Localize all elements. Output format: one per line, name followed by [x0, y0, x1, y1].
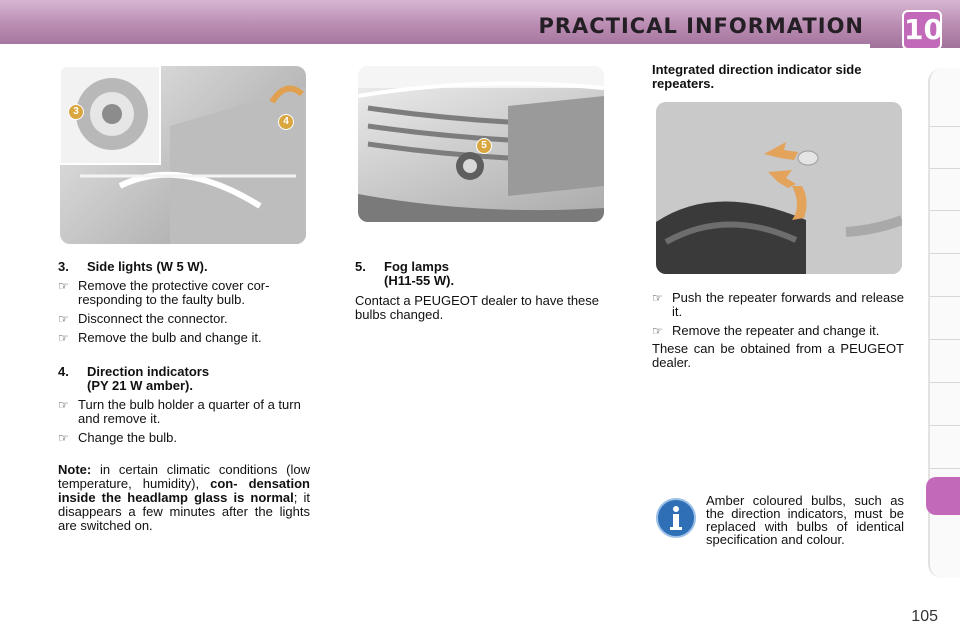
chapter-tab[interactable] — [930, 468, 960, 469]
list-item — [58, 331, 310, 345]
fog-lamp-photo — [358, 66, 604, 222]
section-title-line: Fog lamps — [384, 259, 450, 274]
list-item-text: Change the bulb. — [78, 430, 178, 445]
chapter-badge: 10 — [902, 10, 942, 50]
chapter-tab[interactable] — [930, 253, 960, 254]
header-underline — [0, 44, 870, 48]
side-repeater-photo — [656, 102, 902, 274]
list-item — [58, 431, 310, 445]
list-item-text: Remove the repeater and change it. — [672, 323, 880, 338]
repeater-text: These can be obtained from a PEUGEOT dealer. — [652, 341, 904, 370]
chapter-tab[interactable] — [930, 210, 960, 211]
pointing-hand-icon: ☞ — [58, 331, 69, 345]
chapter-tab-active[interactable] — [926, 477, 960, 515]
section-heading — [355, 260, 607, 288]
section-title: Integrated direction indicator side repeaters. — [652, 62, 862, 91]
section-number: 4. — [58, 364, 69, 379]
note-label: Note: — [58, 462, 92, 477]
callout-badge: 4 — [278, 114, 294, 130]
list-item — [58, 279, 310, 307]
fog-lamp-text: Contact a PEUGEOT dealer to have these bulbs changed. — [355, 293, 600, 322]
pointing-hand-icon: ☞ — [652, 324, 663, 338]
info-note-text: Amber coloured bulbs, such as the direction indicators, must be replaced with bulbs of identical specification and colour. — [706, 493, 904, 547]
chapter-tab[interactable] — [930, 168, 960, 169]
chapter-tab[interactable] — [930, 296, 960, 297]
list-item — [58, 398, 310, 426]
section-number: 5. — [355, 259, 366, 274]
column-side-lights — [58, 260, 310, 533]
chapter-tab[interactable] — [930, 382, 960, 383]
column-fog-lamps — [355, 260, 607, 322]
list-item — [652, 291, 904, 319]
section-title — [87, 365, 209, 393]
pointing-hand-icon: ☞ — [58, 312, 69, 326]
info-icon — [656, 498, 696, 538]
list-item-text: Turn the bulb holder a quarter of a turn and remove it. — [78, 397, 301, 426]
note-emphasis: con- densation inside the headlamp glass is normal — [58, 476, 310, 505]
list-item-text: Remove the protective cover cor- responding to the faulty bulb. — [78, 278, 270, 307]
column-side-repeaters — [652, 63, 904, 91]
section-heading — [58, 260, 310, 274]
list-item-text: Disconnect the connector. — [78, 311, 228, 326]
section-title-line: (PY 21 W amber). — [87, 378, 193, 393]
header-bar — [0, 0, 960, 48]
page-number: 105 — [911, 608, 938, 625]
list-item-text: Push the repeater forwards and release it. — [672, 290, 904, 319]
repeater-instructions — [652, 291, 904, 370]
section-title — [384, 260, 454, 288]
callout-badge: 5 — [476, 138, 492, 154]
chapter-tab[interactable] — [930, 126, 960, 127]
section-heading — [58, 365, 310, 393]
note-text: in certain climatic conditions (low temperature, humidity), — [58, 462, 310, 491]
callout-badge: 3 — [68, 104, 84, 120]
page-title: PRACTICAL INFORMATION — [538, 14, 864, 38]
chapter-tab[interactable] — [930, 425, 960, 426]
section-title: Side lights (W 5 W). — [87, 259, 208, 274]
list-item-text: Remove the bulb and change it. — [78, 330, 262, 345]
pointing-hand-icon: ☞ — [58, 398, 69, 412]
section-title-line: Direction indicators — [87, 364, 210, 379]
list-item — [652, 324, 904, 338]
pointing-hand-icon: ☞ — [58, 431, 69, 445]
section-title-line: (H11-55 W). — [384, 273, 455, 288]
headlamp-illustration — [60, 66, 306, 244]
side-repeater-illustration — [656, 102, 902, 274]
headlamp-photo — [60, 66, 306, 244]
chapter-tab[interactable] — [930, 339, 960, 340]
pointing-hand-icon: ☞ — [58, 279, 69, 293]
list-item — [58, 312, 310, 326]
section-number: 3. — [58, 259, 69, 274]
note-text: ; it disappears a few minutes after the lights are switched on. — [58, 490, 310, 533]
pointing-hand-icon: ☞ — [652, 291, 663, 305]
note-paragraph — [58, 463, 310, 533]
